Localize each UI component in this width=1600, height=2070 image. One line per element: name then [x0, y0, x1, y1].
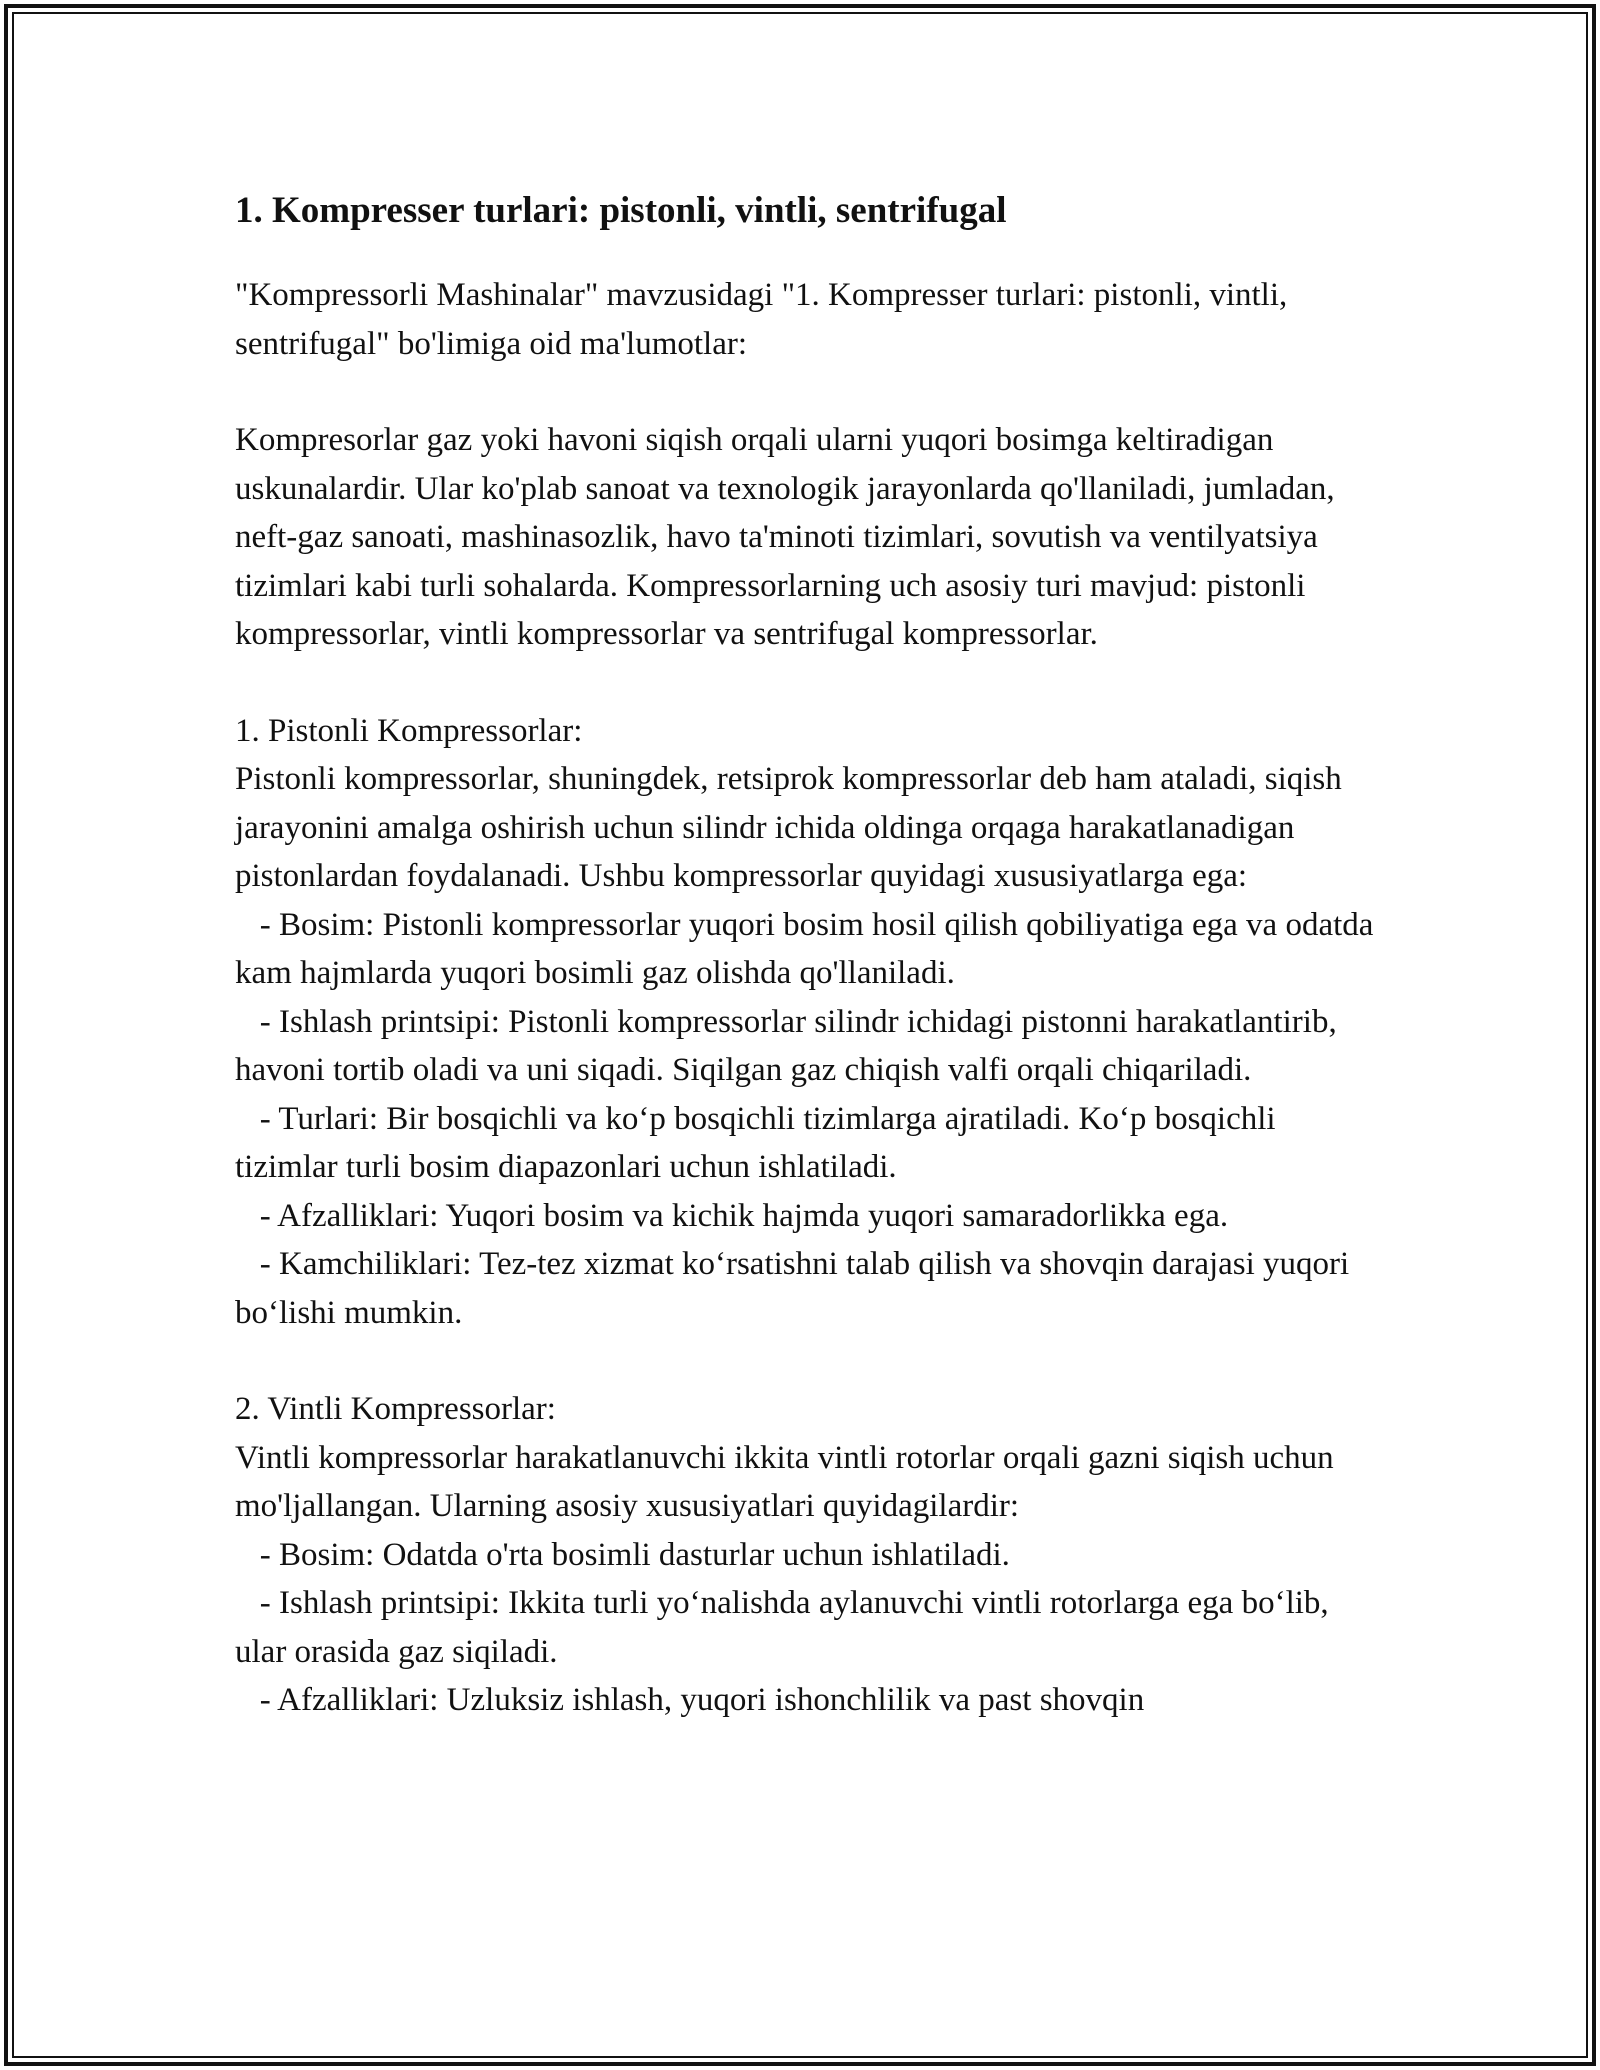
list-item: [235, 1240, 1375, 1337]
list-item: [235, 901, 1375, 998]
overview-text: Kompresorlar gaz yoki havoni siqish orqali ularni yuqori bosimga keltiradigan uskunalardir. Ular ko'plab sanoat va texnologik jarayonlarda qo'llaniladi, jumladan, neft-gaz sanoati, mashinasozlik, havo ta'minoti tizimlari, sovutish va ventilyatsiya tizimlari kabi turli sohalarda. Kompressorlarning uch asosiy turi mavjud: pistonli kompressorlar, vintli kompressorlar va sentrifugal kompressorlar.: [235, 422, 1335, 652]
overview-paragraph: [235, 416, 1375, 659]
list-item-text: - Ishlash printsipi: Ikkita turli yo‘nalishda aylanuvchi vintli rotorlarga ega bo‘lib, ular orasida gaz siqiladi.: [235, 1585, 1329, 1670]
section-heading: 1. Pistonli Kompressorlar:: [235, 712, 583, 749]
list-item-text: - Bosim: Pistonli kompressorlar yuqori bosim hosil qilish qobiliyatiga ega va odatda kam hajmlarda yuqori bosimli gaz olishda qo'llaniladi.: [235, 906, 1374, 991]
list-item: [235, 1531, 1375, 1580]
section-vintli: [235, 1385, 1375, 1725]
list-item-text: - Bosim: Odatda o'rta bosimli dasturlar uchun ishlatiladi.: [259, 1536, 1010, 1573]
section-pistonli: [235, 707, 1375, 1338]
list-item-text: - Ishlash printsipi: Pistonli kompressorlar silindr ichidagi pistonni harakatlantirib, havoni tortib oladi va uni siqadi. Siqilgan gaz chiqish valfi orqali chiqariladi.: [235, 1003, 1337, 1088]
list-item: [235, 1095, 1375, 1192]
list-item: [235, 1192, 1375, 1241]
list-item-text: - Turlari: Bir bosqichli va ko‘p bosqichli tizimlarga ajratiladi. Ko‘p bosqichli tizimlar turli bosim diapazonlari uchun ishlatiladi.: [235, 1100, 1276, 1185]
intro-paragraph: [235, 271, 1375, 368]
document-title: 1. Kompresser turlari: pistonli, vintli, sentrifugal: [235, 190, 1007, 231]
section-description: Pistonli kompressorlar, shuningdek, retsiprok kompressorlar deb ham ataladi, siqish jarayonini amalga oshirish uchun silindr ichida oldinga orqaga harakatlanadigan pistonlardan foydalanadi. Ushbu kompressorlar quyidagi xususiyatlarga ega:: [235, 761, 1342, 894]
section-heading: 2. Vintli Kompressorlar:: [235, 1391, 556, 1427]
section-description: Vintli kompressorlar harakatlanuvchi ikkita vintli rotorlar orqali gazni siqish uchun mo'ljallangan. Ularning asosiy xususiyatlari quyidagilardir:: [235, 1439, 1334, 1524]
intro-text: "Kompressorli Mashinalar" mavzusidagi "1. Kompresser turlari: pistonli, vintli, sentrifugal" bo'limiga oid ma'lumotlar:: [235, 277, 1288, 362]
list-item-text: - Afzalliklari: Yuqori bosim va kichik hajmda yuqori samaradorlikka ega.: [259, 1197, 1229, 1234]
list-item: [235, 1676, 1375, 1725]
list-item-text: - Afzalliklari: Uzluksiz ishlash, yuqori ishonchlilik va past shovqin: [259, 1682, 1145, 1718]
list-item-text: - Kamchiliklari: Tez-tez xizmat ko‘rsatishni talab qilish va shovqin darajasi yuqori bo‘lishi mumkin.: [235, 1246, 1350, 1331]
list-item: [235, 998, 1375, 1095]
document-body: [235, 185, 1375, 1773]
list-item: [235, 1579, 1375, 1676]
